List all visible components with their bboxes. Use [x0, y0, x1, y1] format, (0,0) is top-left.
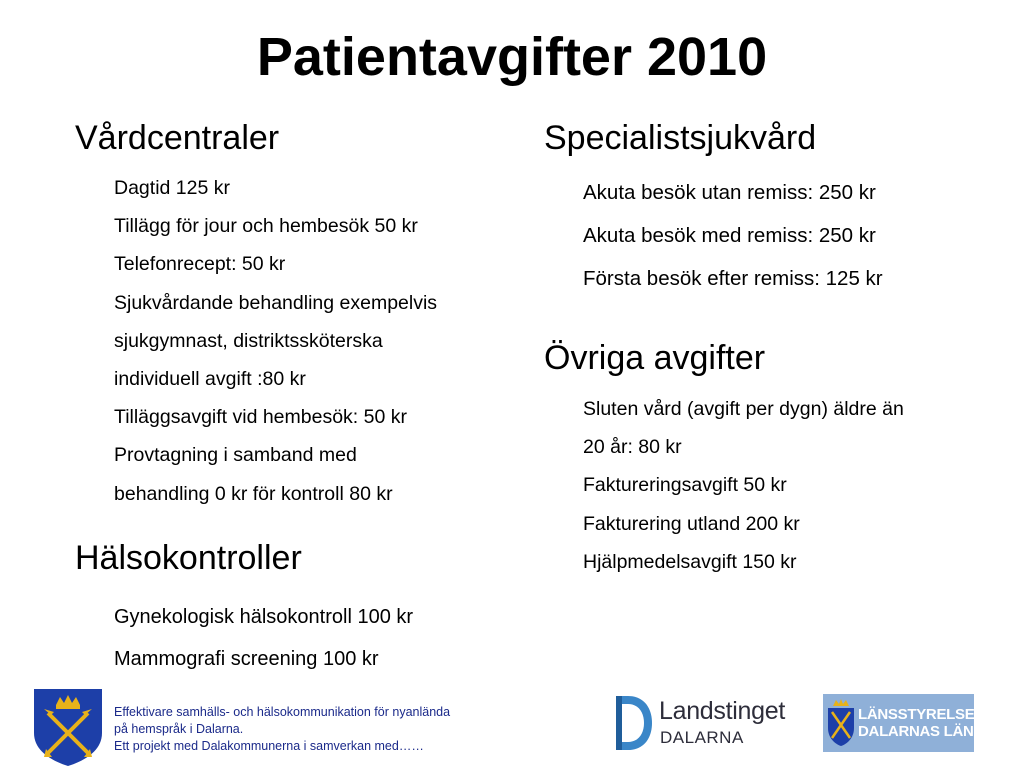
footer-project-text: [114, 704, 554, 755]
footer-line: på hemspråk i Dalarna.: [114, 722, 244, 736]
footer-line: Ett projekt med Dalakommunerna i samverkan med……: [114, 739, 424, 753]
list-item: Tilläggsavgift vid hembesök: 50 kr: [114, 406, 407, 429]
list-specialistsjukvard: [583, 171, 984, 300]
section-halsokontroller: [75, 538, 413, 680]
list-item: individuell avgift :80 kr: [114, 368, 306, 391]
list-ovriga-avgifter: [583, 390, 904, 581]
list-item: Akuta besök med remiss: 250 kr: [583, 224, 876, 247]
dalarna-crest-logo: [32, 687, 104, 767]
list-item: Fakturering utland 200 kr: [583, 512, 800, 535]
list-item: Akuta besök utan remiss: 250 kr: [583, 181, 876, 204]
list-item: Sluten vård (avgift per dygn) äldre än: [583, 398, 904, 420]
list-item: Första besök efter remiss: 125 kr: [583, 267, 883, 290]
lansstyrelsen-line2: DALARNAS LÄN: [858, 723, 974, 740]
list-item: Provtagning i samband med: [114, 444, 357, 467]
lansstyrelsen-crest-icon: [825, 698, 857, 748]
lansstyrelsen-line1: LÄNSSTYRELSEN: [858, 706, 985, 723]
landstinget-region: DALARNA: [660, 728, 744, 747]
list-item: Telefonrecept: 50 kr: [114, 253, 286, 276]
footer-line: Effektivare samhälls- och hälsokommunikation för nyanlända: [114, 705, 451, 719]
slide-title: Patientavgifter 2010: [256, 27, 768, 87]
list-item: behandling 0 kr för kontroll 80 kr: [114, 482, 393, 505]
list-item: Mammografi screening 100 kr: [114, 648, 379, 670]
list-item: Sjukvårdande behandling exempelvis: [114, 291, 438, 314]
list-halsokontroller: [114, 596, 413, 680]
section-specialistsjukvard: [544, 118, 984, 300]
list-item: Dagtid 125 kr: [114, 177, 230, 199]
section-ovriga-avgifter: [544, 338, 904, 581]
list-item: 20 år: 80 kr: [583, 436, 682, 459]
list-item: Gynekologisk hälsokontroll 100 kr: [114, 606, 414, 628]
heading-vardcentraler: Vårdcentraler: [75, 119, 280, 157]
heading-ovriga-avgifter: Övriga avgifter: [544, 339, 766, 377]
list-item: sjukgymnast, distriktssköterska: [114, 329, 383, 352]
heading-specialistsjukvard: Specialistsjukvård: [544, 119, 817, 157]
list-item: Faktureringsavgift 50 kr: [583, 474, 787, 497]
heading-halsokontroller: Hälsokontroller: [75, 539, 302, 577]
landstinget-name: Landstinget: [659, 697, 785, 725]
lansstyrelsen-logo: [823, 694, 985, 752]
landstinget-mark-icon: [614, 694, 654, 752]
list-item: Tillägg för jour och hembesök 50 kr: [114, 215, 418, 238]
section-vardcentraler: [75, 118, 515, 513]
list-item: Hjälpmedelsavgift 150 kr: [583, 550, 797, 573]
landstinget-dalarna-logo: [614, 694, 784, 752]
list-vardcentraler: [114, 169, 515, 513]
